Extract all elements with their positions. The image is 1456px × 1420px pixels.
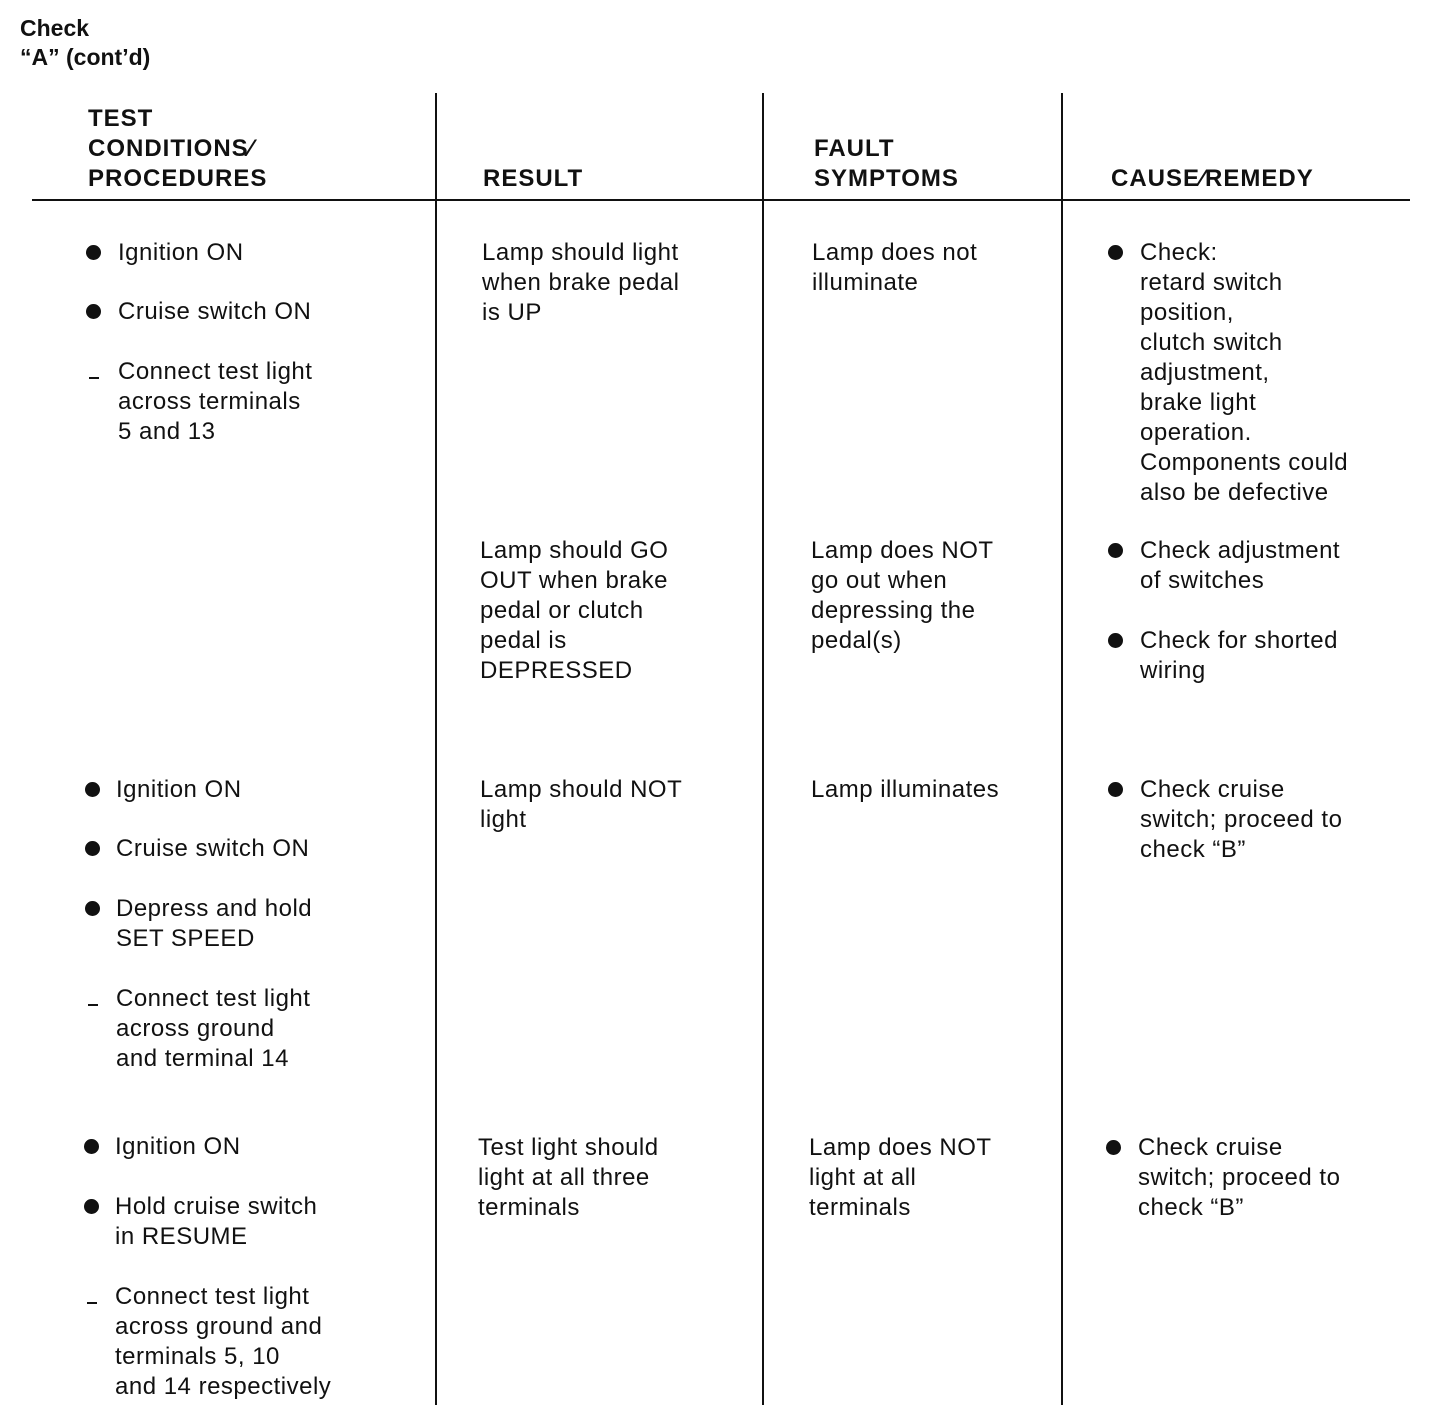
- bullet-icon: [1108, 633, 1123, 648]
- procedure-step: Connect test light across ground and terminals 5, 10 and 14 respectively: [84, 1282, 331, 1402]
- procedure-step: Hold cruise switch in RESUME: [84, 1192, 317, 1252]
- bullet-icon: [85, 782, 100, 797]
- dash-icon: [87, 1302, 97, 1304]
- cause-remedy-item: Check: retard switch position, clutch switch adjustment, brake light operation. Components could also be defective: [1108, 238, 1348, 508]
- bullet-icon: [1108, 782, 1123, 797]
- bullet-icon: [1108, 543, 1123, 558]
- heading-check: Check: [20, 15, 90, 41]
- procedure-step: Connect test light across ground and terminal 14: [85, 984, 310, 1074]
- procedure-step: Depress and hold SET SPEED: [85, 894, 312, 954]
- column-divider-2: [762, 93, 764, 1405]
- bullet-icon: [1108, 245, 1123, 260]
- column-header-fault-symptoms: FAULT SYMPTOMS: [814, 135, 959, 192]
- fault-text: Lamp does NOT light at all terminals: [809, 1134, 992, 1221]
- column-header-test-conditions: TEST CONDITIONS∕ PROCEDURES: [88, 105, 268, 192]
- procedure-step: Connect test light across terminals 5 and 13: [86, 357, 312, 447]
- cause-remedy-item: Check cruise switch; proceed to check “B”: [1106, 1133, 1340, 1223]
- bullet-icon: [85, 901, 100, 916]
- procedure-step: Ignition ON: [84, 1132, 241, 1162]
- cause-remedy-item: Check for shorted wiring: [1108, 626, 1338, 686]
- bullet-icon: [86, 304, 101, 319]
- bullet-icon: [1106, 1140, 1121, 1155]
- procedure-step: Cruise switch ON: [85, 834, 309, 864]
- dash-icon: [88, 1004, 98, 1006]
- header-divider: [32, 199, 1410, 201]
- fault-text: Lamp illuminates: [811, 776, 1000, 803]
- fault-text: Lamp does NOT go out when depressing the pedal(s): [811, 537, 994, 654]
- bullet-icon: [84, 1199, 99, 1214]
- fault-text: Lamp does not illuminate: [812, 239, 978, 296]
- bullet-icon: [85, 841, 100, 856]
- column-divider-1: [435, 93, 437, 1405]
- heading-subtitle: “A” (cont’d): [20, 44, 151, 70]
- procedure-step: Ignition ON: [86, 238, 244, 268]
- result-text: Lamp should GO OUT when brake pedal or clutch pedal is DEPRESSED: [480, 537, 669, 684]
- column-header-result: RESULT: [483, 165, 584, 192]
- result-text: Lamp should light when brake pedal is UP: [482, 239, 680, 326]
- column-divider-3: [1061, 93, 1063, 1405]
- column-header-cause-remedy: CAUSE∕REMEDY: [1111, 165, 1314, 192]
- procedure-step: Ignition ON: [85, 775, 242, 805]
- result-text: Test light should light at all three terminals: [478, 1134, 659, 1221]
- cause-remedy-item: Check adjustment of switches: [1108, 536, 1340, 596]
- result-text: Lamp should NOT light: [480, 776, 683, 833]
- bullet-icon: [86, 245, 101, 260]
- dash-icon: [89, 377, 99, 379]
- bullet-icon: [84, 1139, 99, 1154]
- page-heading: [20, 14, 150, 72]
- cause-remedy-item: Check cruise switch; proceed to check “B”: [1108, 775, 1342, 865]
- procedure-step: Cruise switch ON: [86, 297, 311, 327]
